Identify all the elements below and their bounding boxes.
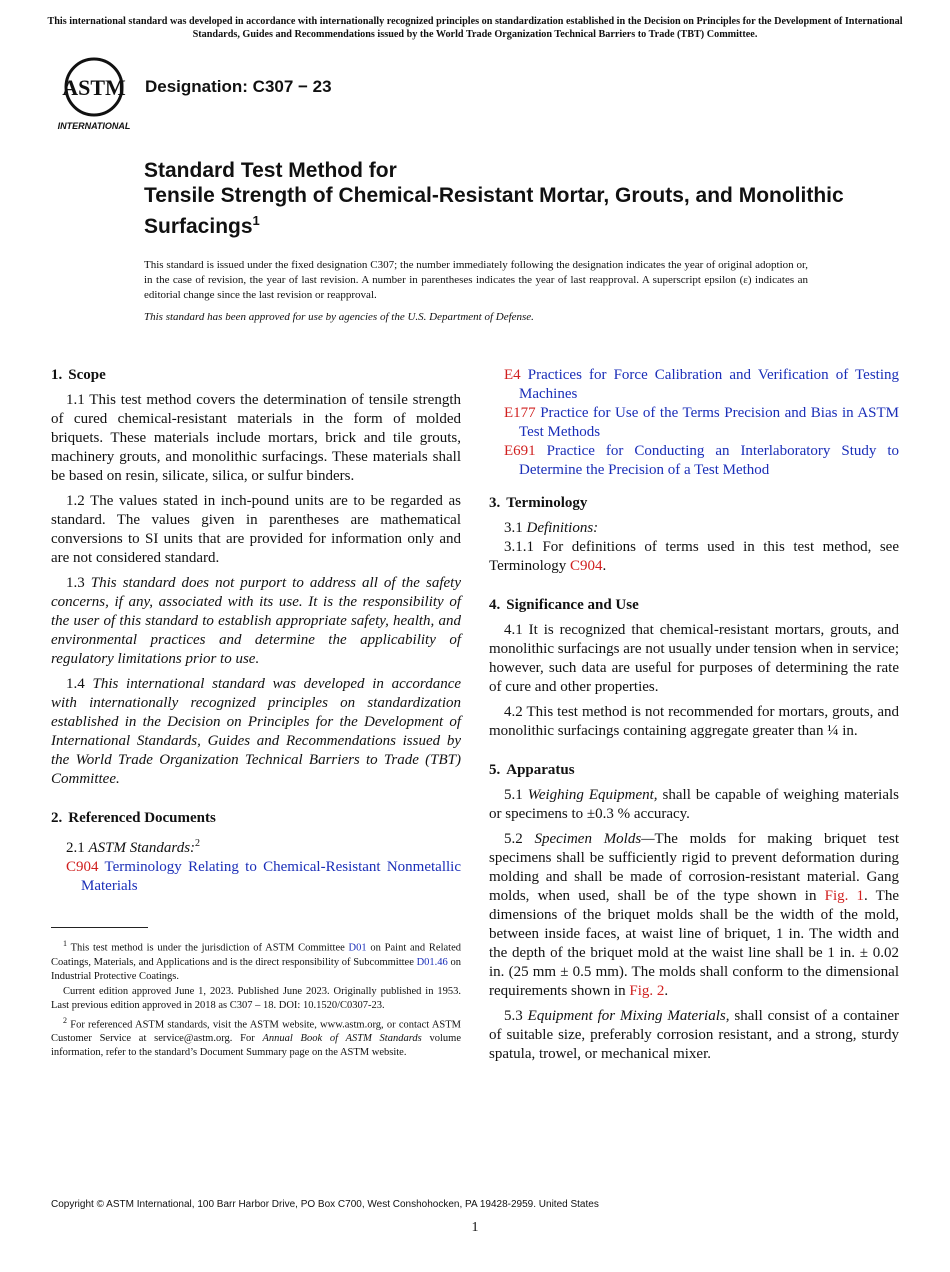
section-heading-scope: 1. Scope (51, 367, 106, 383)
reference-e4[interactable]: E4 Practices for Force Calibration and Verification of Testing Machines (504, 367, 899, 402)
paragraph-5-3: 5.3 Equipment for Mixing Materials, shall consist of a container of suitable size, preferably corrosion resistant, and a strong, sturdy spatula, trowel, or mechanical mixer. (489, 1008, 900, 1062)
paragraph-4-1: 4.1 It is recognized that chemical-resistant mortars, grouts, and monolithic surfacings are not usually under tension when in service; however, such data are useful for purposes of determining the rate of cure and other properties. (489, 622, 899, 695)
paragraph-1-1: 1.1 This test method covers the determination of tensile strength of cured chemical-resistant materials in the form of molded briquets. These materials include mortars, brick and tile grouts, machinery grouts, and monolithic surfacings. These materials shall be based on resin, silicate, silica, or sulfur binders. (51, 392, 461, 484)
reference-c904[interactable]: C904 Terminology Relating to Chemical-Resistant Nonmetallic Materials (66, 859, 461, 894)
copyright-notice: Copyright © ASTM International, 100 Barr Harbor Drive, PO Box C700, West Conshohocken, PA 19428-2959. United States (51, 1199, 599, 1210)
paragraph-3-1-1: 3.1.1 For definitions of terms used in this test method, see Terminology C904. (489, 539, 899, 574)
paragraph-4-2: 4.2 This test method is not recommended for mortars, grouts, and monolithic surfacings containing aggregate greater than ¼ in. (489, 704, 900, 739)
paragraph-2-1: 2.1 ASTM Standards:$^2$ (66, 838, 201, 856)
page-number: 1 (471, 1220, 479, 1235)
issuance-note: This standard is issued under the fixed designation C307; the number immediately following the designation indicates the year of original adoption or, in the case of revision, the year of last revision. A number in parentheses indicates the year of last reapproval. A superscript epsilon (ε) indicates an editorial change since the last revision or reapproval. (144, 259, 808, 301)
footnotes (51, 937, 461, 1061)
footnote-divider (51, 927, 148, 928)
footnote-2: $^2$ For referenced ASTM standards, visit the ASTM website, www.astm.org, or contact ASTM Customer Service at service@astm.org. For Annual Book of ASTM Standards volume information, refer to the standard’s Document Summary page on the ASTM website. (51, 1015, 462, 1058)
link-d01[interactable]: D01 (348, 942, 367, 954)
astm-logo (52, 55, 136, 133)
dod-approval-note: This standard has been approved for use by agencies of the U.S. Department of Defense. (144, 311, 534, 323)
paragraph-1-2: 1.2 The values stated in inch-pound units are to be regarded as standard. The values given in parentheses are mathematical conversions to SI units that are provided for information only and are not considered standard. (51, 493, 461, 566)
paragraph-5-1: 5.1 Weighing Equipment, shall be capable of weighing materials or specimens to ±0.3 % accuracy. (489, 787, 900, 822)
title-footnote-marker: 1 (252, 213, 260, 228)
right-column (489, 366, 899, 1070)
title-line-2: Tensile Strength of Chemical-Resistant Mortar, Grouts, and Monolithic Surfacings (144, 184, 844, 238)
paragraph-3-1: 3.1 Definitions: (504, 520, 599, 536)
title-line-1: Standard Test Method for (144, 159, 397, 182)
footnote-1: $^1$ This test method is under the jurisdiction of ASTM Committee D01 on Paint and Related Coatings, Materials, and Applications and is the direct responsibility of Subcommittee D01.46 on Industrial Protective Coatings. (51, 939, 462, 982)
link-c904[interactable]: C904 (570, 558, 603, 574)
logo-text: ASTM (62, 75, 126, 100)
header-notice: This international standard was developed in accordance with internationally recognized principles on standardization established in the Decision on Principles for the Development of International Standards, Guides and Recommendations issued by the World Trade Organization Technical Barriers to Trade (TBT) Committee. (47, 16, 903, 40)
left-column (51, 366, 461, 896)
section-heading-terminology: 3. Terminology (489, 495, 588, 511)
reference-e691[interactable]: E691 Practice for Conducting an Interlaboratory Study to Determine the Precision of a Test Method (504, 443, 899, 478)
footnote-1-edition: Current edition approved June 1, 2023. Published June 2023. Originally published in 1953. Last previous edition approved in 2018 as C307 – 18. DOI: 10.1520/C0307-23. (51, 985, 461, 1011)
section-heading-apparatus: 5. Apparatus (489, 762, 575, 778)
document-title (144, 158, 864, 239)
paragraph-1-3: 1.3 This standard does not purport to address all of the safety concerns, if any, associated with its use. It is the responsibility of the user of this standard to establish appropriate safety, health, and environmental practices and determine the applicability of regulatory limitations prior to use. (51, 575, 461, 667)
designation: Designation: C307 − 23 (145, 77, 332, 96)
link-fig-2[interactable]: Fig. 2 (629, 983, 665, 999)
paragraph-5-2: 5.2 Specimen Molds—The molds for making briquet test specimens shall be sufficiently rigid to prevent deformation during molding and shall be made of corrosion-resistant material. Gang molds, when used, shall be of the type shown in Fig. 1. The dimensions of the briquet molds shall be the width of the mold, between inside faces, at waist line of briquet, 1 in. The width and the depth of the briquet mold at the waist line shall be 1 in. ± 0.02 in. (25 mm ± 0.5 mm). The molds shall conform to the dimensional requirements shown in Fig. 2. (489, 831, 899, 999)
logo-subtext: INTERNATIONAL (57, 121, 131, 131)
link-d01-46[interactable]: D01.46 (416, 956, 448, 968)
section-heading-significance: 4. Significance and Use (489, 597, 639, 613)
paragraph-1-4: 1.4 This international standard was developed in accordance with internationally recognized principles on standardization established in the Decision on Principles for the Development of International Standards, Guides and Recommendations issued by the World Trade Organization Technical Barriers to Trade (TBT) Committee. (51, 676, 462, 787)
reference-e177[interactable]: E177 Practice for Use of the Terms Precision and Bias in ASTM Test Methods (504, 405, 900, 440)
section-heading-referenced-documents: 2. Referenced Documents (51, 810, 216, 826)
link-fig-1[interactable]: Fig. 1 (824, 888, 865, 904)
